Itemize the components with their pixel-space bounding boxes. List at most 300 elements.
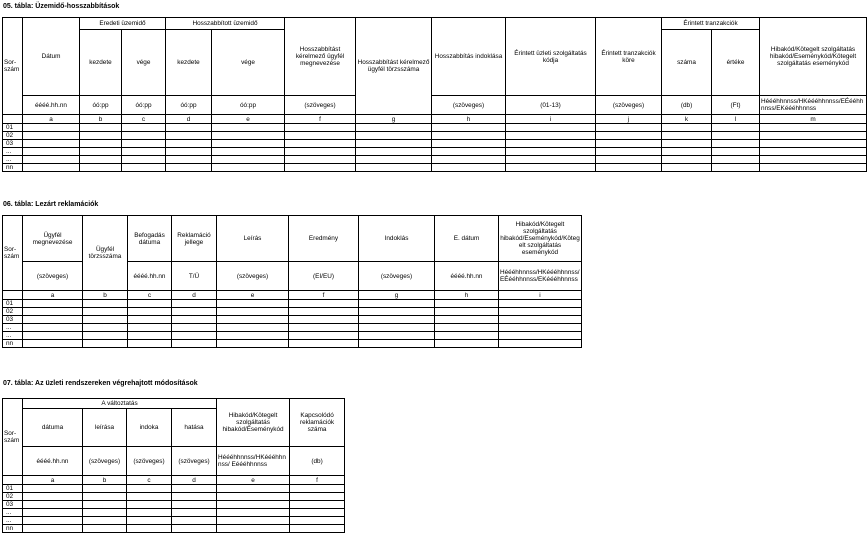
unit-l: (Ft) bbox=[712, 96, 760, 115]
data-cell[interactable] bbox=[506, 156, 596, 164]
row-number: ... bbox=[3, 148, 23, 156]
col-header-tranzakciok-kore: Érintett tranzakciók köre bbox=[596, 18, 662, 96]
col-header-sorszam: Sor-szám bbox=[3, 18, 23, 115]
data-cell[interactable] bbox=[356, 132, 432, 140]
data-cell[interactable] bbox=[662, 132, 712, 140]
table-row bbox=[3, 509, 345, 517]
data-cell[interactable] bbox=[662, 164, 712, 172]
data-cell[interactable] bbox=[166, 148, 212, 156]
data-cell[interactable] bbox=[290, 509, 345, 517]
col-header-ugyfel-megnevezese: Ügyfél megnevezése bbox=[23, 216, 83, 262]
table-row bbox=[3, 164, 867, 172]
data-cell[interactable] bbox=[435, 332, 499, 340]
data-cell[interactable] bbox=[432, 164, 506, 172]
col-header-hatasa: hatása bbox=[172, 409, 217, 447]
data-cell[interactable] bbox=[83, 509, 127, 517]
data-cell[interactable] bbox=[172, 316, 217, 324]
data-cell[interactable] bbox=[80, 156, 122, 164]
column-letter: b bbox=[83, 476, 127, 485]
data-cell[interactable] bbox=[499, 308, 582, 316]
data-cell[interactable] bbox=[662, 148, 712, 156]
column-letter: m bbox=[760, 115, 867, 124]
data-cell[interactable] bbox=[172, 300, 217, 308]
table-06 bbox=[2, 215, 582, 348]
unit-h: éééé.hh.nn bbox=[435, 262, 499, 291]
table-row bbox=[3, 525, 345, 533]
row-number: 03 bbox=[3, 501, 23, 509]
col-header-hibakod: Hibakód/Kötegelt szolgáltatás hibakód/Eseménykód bbox=[217, 399, 290, 447]
table-row bbox=[3, 140, 867, 148]
data-cell[interactable] bbox=[172, 509, 217, 517]
table-05 bbox=[2, 17, 867, 172]
data-cell[interactable] bbox=[23, 148, 80, 156]
data-cell[interactable] bbox=[760, 140, 867, 148]
data-cell[interactable] bbox=[127, 501, 172, 509]
data-cell[interactable] bbox=[662, 140, 712, 148]
unit-a: (szöveges) bbox=[23, 262, 83, 291]
data-cell[interactable] bbox=[122, 164, 166, 172]
data-cell[interactable] bbox=[359, 308, 435, 316]
column-letter-blank bbox=[3, 291, 23, 300]
data-cell[interactable] bbox=[127, 509, 172, 517]
unit-m: Héééhhnnss/HKéééhhnnss/EÉééhhnnss/EKéééhhnnss bbox=[760, 96, 867, 115]
data-cell[interactable] bbox=[80, 124, 122, 132]
data-cell[interactable] bbox=[359, 300, 435, 308]
data-cell[interactable] bbox=[23, 509, 83, 517]
column-letter: c bbox=[122, 115, 166, 124]
data-cell[interactable] bbox=[596, 132, 662, 140]
data-cell[interactable] bbox=[80, 140, 122, 148]
data-cell[interactable] bbox=[356, 148, 432, 156]
data-cell[interactable] bbox=[359, 340, 435, 348]
data-cell[interactable] bbox=[596, 164, 662, 172]
data-cell[interactable] bbox=[172, 501, 217, 509]
data-cell[interactable] bbox=[212, 148, 285, 156]
data-cell[interactable] bbox=[23, 164, 80, 172]
data-cell[interactable] bbox=[122, 132, 166, 140]
unit-b: óó:pp bbox=[80, 96, 122, 115]
data-cell[interactable] bbox=[217, 509, 290, 517]
data-cell[interactable] bbox=[289, 316, 359, 324]
data-cell[interactable] bbox=[172, 324, 217, 332]
table-row bbox=[3, 148, 867, 156]
row-number: nn bbox=[3, 525, 23, 533]
column-letter: j bbox=[596, 115, 662, 124]
row-number: 02 bbox=[3, 132, 23, 140]
unit-c: éééé.hh.nn bbox=[128, 262, 172, 291]
row-number: ... bbox=[3, 324, 23, 332]
data-cell[interactable] bbox=[435, 300, 499, 308]
data-cell[interactable] bbox=[127, 525, 172, 533]
data-cell[interactable] bbox=[23, 501, 83, 509]
column-letter-blank bbox=[3, 476, 23, 485]
data-cell[interactable] bbox=[356, 124, 432, 132]
data-cell[interactable] bbox=[359, 316, 435, 324]
col-header-ugyfel-torzsszama: Ügyfél törzsszáma bbox=[83, 216, 128, 291]
unit-d: (szöveges) bbox=[172, 447, 217, 476]
data-cell[interactable] bbox=[128, 332, 172, 340]
data-cell[interactable] bbox=[172, 485, 217, 493]
data-cell[interactable] bbox=[83, 300, 128, 308]
col-header-kerelmezo-torzsszama: Hosszabbítást kérelmező ügyfél törzsszáma bbox=[356, 18, 432, 115]
col-header-hibakod: Hibakód/Kötegelt szolgáltatás hibakód/Eseménykód/Kötegelt szolgáltatás eseménykód bbox=[499, 216, 582, 262]
data-cell[interactable] bbox=[166, 156, 212, 164]
unit-h: (szöveges) bbox=[432, 96, 506, 115]
data-cell[interactable] bbox=[23, 485, 83, 493]
data-cell[interactable] bbox=[23, 156, 80, 164]
data-cell[interactable] bbox=[23, 340, 83, 348]
data-cell[interactable] bbox=[172, 525, 217, 533]
data-cell[interactable] bbox=[432, 132, 506, 140]
data-cell[interactable] bbox=[217, 308, 289, 316]
data-cell[interactable] bbox=[166, 124, 212, 132]
table-row bbox=[3, 517, 345, 525]
table-row bbox=[3, 332, 582, 340]
data-cell[interactable] bbox=[212, 132, 285, 140]
data-cell[interactable] bbox=[172, 340, 217, 348]
data-cell[interactable] bbox=[435, 316, 499, 324]
data-cell[interactable] bbox=[127, 485, 172, 493]
data-cell[interactable] bbox=[128, 300, 172, 308]
unit-f: (db) bbox=[290, 447, 345, 476]
col-header-hossz-vege: vége bbox=[212, 30, 285, 96]
data-cell[interactable] bbox=[83, 517, 127, 525]
column-letter: g bbox=[356, 115, 432, 124]
group-header-hosszabbitott-uzemido: Hosszabbított üzemidő bbox=[166, 18, 285, 30]
table-row bbox=[3, 132, 867, 140]
data-cell[interactable] bbox=[127, 493, 172, 501]
data-cell[interactable] bbox=[122, 148, 166, 156]
col-header-befogadas-datuma: Befogadás dátuma bbox=[128, 216, 172, 262]
data-cell[interactable] bbox=[290, 485, 345, 493]
table-row bbox=[3, 340, 582, 348]
data-cell[interactable] bbox=[83, 493, 127, 501]
col-header-szolgaltatas-kodja: Érintett üzleti szolgáltatás kódja bbox=[506, 18, 596, 96]
data-cell[interactable] bbox=[83, 485, 127, 493]
col-header-hosszabbitas-indoklasa: Hosszabbítás indoklása bbox=[432, 18, 506, 96]
column-letter: c bbox=[127, 476, 172, 485]
col-header-datum: Dátum bbox=[23, 18, 80, 96]
data-cell[interactable] bbox=[212, 124, 285, 132]
data-cell[interactable] bbox=[499, 300, 582, 308]
column-letter-row bbox=[3, 476, 345, 485]
data-cell[interactable] bbox=[506, 164, 596, 172]
column-letter: e bbox=[217, 476, 290, 485]
table-row bbox=[3, 316, 582, 324]
data-cell[interactable] bbox=[122, 124, 166, 132]
data-cell[interactable] bbox=[290, 493, 345, 501]
data-cell[interactable] bbox=[122, 156, 166, 164]
unit-e: (szöveges) bbox=[217, 262, 289, 291]
data-cell[interactable] bbox=[760, 148, 867, 156]
data-cell[interactable] bbox=[83, 316, 128, 324]
data-cell[interactable] bbox=[217, 485, 290, 493]
column-letter: a bbox=[23, 115, 80, 124]
col-header-sorszam: Sor-szám bbox=[3, 216, 23, 291]
table-row bbox=[3, 493, 345, 501]
data-cell[interactable] bbox=[83, 501, 127, 509]
data-cell[interactable] bbox=[128, 316, 172, 324]
data-cell[interactable] bbox=[499, 340, 582, 348]
data-cell[interactable] bbox=[506, 124, 596, 132]
unit-a: éééé.hh.nn bbox=[23, 96, 80, 115]
data-cell[interactable] bbox=[80, 164, 122, 172]
data-cell[interactable] bbox=[289, 340, 359, 348]
row-number: ... bbox=[3, 517, 23, 525]
col-header-e-datum: E. dátum bbox=[435, 216, 499, 262]
data-cell[interactable] bbox=[83, 324, 128, 332]
column-letter: h bbox=[435, 291, 499, 300]
row-number: ... bbox=[3, 509, 23, 517]
column-letter: f bbox=[290, 476, 345, 485]
data-cell[interactable] bbox=[499, 324, 582, 332]
data-cell[interactable] bbox=[506, 140, 596, 148]
column-letter: l bbox=[712, 115, 760, 124]
data-cell[interactable] bbox=[23, 300, 83, 308]
row-number: 01 bbox=[3, 124, 23, 132]
data-cell[interactable] bbox=[289, 332, 359, 340]
row-number: 02 bbox=[3, 493, 23, 501]
data-cell[interactable] bbox=[122, 140, 166, 148]
data-cell[interactable] bbox=[23, 132, 80, 140]
data-cell[interactable] bbox=[217, 300, 289, 308]
data-cell[interactable] bbox=[217, 340, 289, 348]
data-cell[interactable] bbox=[499, 332, 582, 340]
table-row bbox=[3, 501, 345, 509]
column-letter: e bbox=[212, 115, 285, 124]
table-row bbox=[3, 324, 582, 332]
data-cell[interactable] bbox=[23, 525, 83, 533]
table-row bbox=[3, 485, 345, 493]
row-number: ... bbox=[3, 332, 23, 340]
unit-e: Héééhhnnss/HKéééhhnnss/ Eéééhhnnss bbox=[217, 447, 290, 476]
data-cell[interactable] bbox=[166, 140, 212, 148]
data-cell[interactable] bbox=[712, 156, 760, 164]
column-letter: i bbox=[506, 115, 596, 124]
row-number: 03 bbox=[3, 140, 23, 148]
col-header-kapcsolodo-reklamaciok: Kapcsolódó reklamációk száma bbox=[290, 399, 345, 447]
data-cell[interactable] bbox=[760, 132, 867, 140]
data-cell[interactable] bbox=[432, 140, 506, 148]
table-row bbox=[3, 300, 582, 308]
column-letter: e bbox=[217, 291, 289, 300]
col-header-datuma: dátuma bbox=[23, 409, 83, 447]
data-cell[interactable] bbox=[596, 140, 662, 148]
data-cell[interactable] bbox=[217, 332, 289, 340]
data-cell[interactable] bbox=[712, 124, 760, 132]
data-cell[interactable] bbox=[506, 148, 596, 156]
data-cell[interactable] bbox=[83, 308, 128, 316]
group-header-erintett-tranzakciok: Érintett tranzakciók bbox=[662, 18, 760, 30]
col-header-eredeti-kezdete: kezdete bbox=[80, 30, 122, 96]
data-cell[interactable] bbox=[172, 332, 217, 340]
row-number: 02 bbox=[3, 308, 23, 316]
data-cell[interactable] bbox=[290, 525, 345, 533]
data-cell[interactable] bbox=[712, 148, 760, 156]
data-cell[interactable] bbox=[290, 517, 345, 525]
col-header-kerelmezo-megnevezese: Hosszabbítást kérelmező ügyfél megnevezése bbox=[285, 18, 356, 96]
column-letter: c bbox=[128, 291, 172, 300]
data-cell[interactable] bbox=[356, 164, 432, 172]
table-row bbox=[3, 156, 867, 164]
column-letter: f bbox=[285, 115, 356, 124]
data-cell[interactable] bbox=[23, 517, 83, 525]
column-letter-row bbox=[3, 115, 867, 124]
data-cell[interactable] bbox=[172, 308, 217, 316]
data-cell[interactable] bbox=[356, 156, 432, 164]
column-letter: a bbox=[23, 476, 83, 485]
data-cell[interactable] bbox=[285, 148, 356, 156]
data-cell[interactable] bbox=[127, 517, 172, 525]
unit-a: éééé.hh.nn bbox=[23, 447, 83, 476]
data-cell[interactable] bbox=[289, 308, 359, 316]
col-header-leiras: Leírás bbox=[217, 216, 289, 262]
data-cell[interactable] bbox=[23, 308, 83, 316]
data-cell[interactable] bbox=[80, 148, 122, 156]
col-header-tranz-szama: száma bbox=[662, 30, 712, 96]
data-cell[interactable] bbox=[596, 156, 662, 164]
table-row bbox=[3, 124, 867, 132]
row-number: 01 bbox=[3, 485, 23, 493]
data-cell[interactable] bbox=[23, 140, 80, 148]
data-cell[interactable] bbox=[289, 300, 359, 308]
data-cell[interactable] bbox=[285, 124, 356, 132]
data-cell[interactable] bbox=[285, 132, 356, 140]
row-number: ... bbox=[3, 156, 23, 164]
column-letter: h bbox=[432, 115, 506, 124]
unit-j: (szöveges) bbox=[596, 96, 662, 115]
row-number: nn bbox=[3, 164, 23, 172]
col-header-eredeti-vege: vége bbox=[122, 30, 166, 96]
data-cell[interactable] bbox=[760, 164, 867, 172]
column-letter: f bbox=[289, 291, 359, 300]
data-cell[interactable] bbox=[285, 164, 356, 172]
data-cell[interactable] bbox=[23, 493, 83, 501]
data-cell[interactable] bbox=[662, 124, 712, 132]
col-header-hibakod: Hibakód/Kötegelt szolgáltatás hibakód/Eseménykód/Kötegelt szolgáltatás eseménykód bbox=[760, 18, 867, 96]
column-letter-row bbox=[3, 291, 582, 300]
col-header-eredmeny: Eredmény bbox=[289, 216, 359, 262]
data-cell[interactable] bbox=[128, 308, 172, 316]
data-cell[interactable] bbox=[499, 316, 582, 324]
unit-c: óó:pp bbox=[122, 96, 166, 115]
data-cell[interactable] bbox=[212, 156, 285, 164]
data-cell[interactable] bbox=[662, 156, 712, 164]
data-cell[interactable] bbox=[359, 324, 435, 332]
data-cell[interactable] bbox=[23, 332, 83, 340]
table-row bbox=[3, 308, 582, 316]
data-cell[interactable] bbox=[80, 132, 122, 140]
unit-f: (EI/EU) bbox=[289, 262, 359, 291]
unit-k: (db) bbox=[662, 96, 712, 115]
group-header-valtoztatas: A változtatás bbox=[23, 399, 217, 409]
data-cell[interactable] bbox=[23, 316, 83, 324]
row-number: 03 bbox=[3, 316, 23, 324]
data-cell[interactable] bbox=[290, 501, 345, 509]
data-cell[interactable] bbox=[435, 308, 499, 316]
table-06-title: 06. tábla: Lezárt reklamációk bbox=[3, 201, 99, 208]
data-cell[interactable] bbox=[760, 156, 867, 164]
column-letter: d bbox=[172, 476, 217, 485]
col-header-indoka: indoka bbox=[127, 409, 172, 447]
data-cell[interactable] bbox=[506, 132, 596, 140]
column-letter-blank bbox=[3, 115, 23, 124]
col-header-hossz-kezdete: kezdete bbox=[166, 30, 212, 96]
data-cell[interactable] bbox=[435, 324, 499, 332]
column-letter: i bbox=[499, 291, 582, 300]
data-cell[interactable] bbox=[435, 340, 499, 348]
table-05-title: 05. tábla: Üzemidő-hosszabbítások bbox=[3, 3, 120, 10]
data-cell[interactable] bbox=[217, 525, 290, 533]
data-cell[interactable] bbox=[212, 140, 285, 148]
data-cell[interactable] bbox=[217, 493, 290, 501]
data-cell[interactable] bbox=[285, 140, 356, 148]
data-cell[interactable] bbox=[128, 340, 172, 348]
data-cell[interactable] bbox=[83, 525, 127, 533]
data-cell[interactable] bbox=[166, 132, 212, 140]
data-cell[interactable] bbox=[217, 324, 289, 332]
data-cell[interactable] bbox=[712, 132, 760, 140]
group-header-eredeti-uzemido: Eredeti üzemidő bbox=[80, 18, 166, 30]
col-header-indoklas: Indoklás bbox=[359, 216, 435, 262]
column-letter: b bbox=[83, 291, 128, 300]
data-cell[interactable] bbox=[432, 156, 506, 164]
table-07-title: 07. tábla: Az üzleti rendszereken végrehajtott módosítások bbox=[3, 380, 198, 387]
data-cell[interactable] bbox=[712, 140, 760, 148]
data-cell[interactable] bbox=[432, 148, 506, 156]
data-cell[interactable] bbox=[596, 124, 662, 132]
data-cell[interactable] bbox=[83, 332, 128, 340]
col-header-tranz-erteke: értéke bbox=[712, 30, 760, 96]
unit-b: (szöveges) bbox=[83, 447, 127, 476]
unit-d: T/Ü bbox=[172, 262, 217, 291]
column-letter: d bbox=[172, 291, 217, 300]
unit-c: (szöveges) bbox=[127, 447, 172, 476]
column-letter: b bbox=[80, 115, 122, 124]
data-cell[interactable] bbox=[128, 324, 172, 332]
data-cell[interactable] bbox=[166, 164, 212, 172]
data-cell[interactable] bbox=[289, 324, 359, 332]
data-cell[interactable] bbox=[432, 124, 506, 132]
unit-d: óó:pp bbox=[166, 96, 212, 115]
unit-f: (szöveges) bbox=[285, 96, 356, 115]
data-cell[interactable] bbox=[712, 164, 760, 172]
data-cell[interactable] bbox=[596, 148, 662, 156]
data-cell[interactable] bbox=[356, 140, 432, 148]
unit-i: Héééhhnnss/HKéééhhnnss/EÉééhhnnss/EKéééhhnnss bbox=[499, 262, 582, 291]
column-letter: a bbox=[23, 291, 83, 300]
data-cell[interactable] bbox=[83, 340, 128, 348]
data-cell[interactable] bbox=[760, 124, 867, 132]
unit-i: (01-13) bbox=[506, 96, 596, 115]
data-cell[interactable] bbox=[172, 517, 217, 525]
col-header-reklamacio-jellege: Reklamáció jellege bbox=[172, 216, 217, 262]
data-cell[interactable] bbox=[359, 332, 435, 340]
data-cell[interactable] bbox=[212, 164, 285, 172]
data-cell[interactable] bbox=[172, 493, 217, 501]
data-cell[interactable] bbox=[217, 501, 290, 509]
data-cell[interactable] bbox=[217, 316, 289, 324]
data-cell[interactable] bbox=[23, 124, 80, 132]
data-cell[interactable] bbox=[217, 517, 290, 525]
data-cell[interactable] bbox=[23, 324, 83, 332]
col-header-leirasa: leírása bbox=[83, 409, 127, 447]
column-letter: d bbox=[166, 115, 212, 124]
unit-e: óó:pp bbox=[212, 96, 285, 115]
row-number: 01 bbox=[3, 300, 23, 308]
row-number: nn bbox=[3, 340, 23, 348]
data-cell[interactable] bbox=[285, 156, 356, 164]
